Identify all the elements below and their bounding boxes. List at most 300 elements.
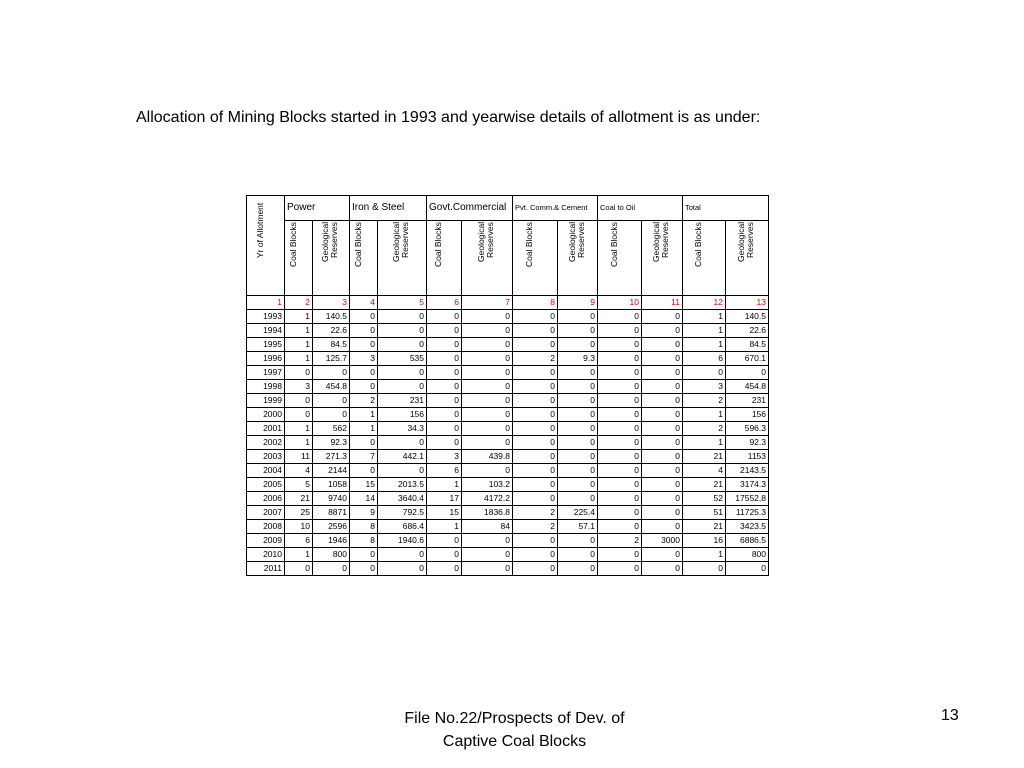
value-cell: 17552,8: [726, 492, 769, 506]
value-cell: 0: [462, 352, 513, 366]
sub-header-label: Geological Reserves: [391, 222, 410, 263]
column-index-cell: 1: [247, 296, 285, 310]
value-cell: 0: [558, 380, 598, 394]
table-row: [247, 366, 769, 380]
allotment-table: [246, 195, 769, 576]
column-index-cell: 2: [285, 296, 313, 310]
value-cell: 0: [350, 548, 378, 562]
value-cell: 3: [350, 352, 378, 366]
column-index-cell: 5: [378, 296, 427, 310]
year-cell: 1993: [247, 310, 285, 324]
value-cell: 231: [726, 394, 769, 408]
value-cell: 3: [285, 380, 313, 394]
value-cell: 0: [558, 324, 598, 338]
value-cell: 0: [462, 366, 513, 380]
value-cell: 0: [598, 380, 642, 394]
value-cell: 1: [683, 310, 726, 324]
value-cell: 21: [683, 478, 726, 492]
value-cell: 0: [558, 366, 598, 380]
value-cell: 1: [285, 324, 313, 338]
value-cell: 0: [350, 436, 378, 450]
column-index-cell: 4: [350, 296, 378, 310]
value-cell: 0: [558, 408, 598, 422]
year-cell: 1994: [247, 324, 285, 338]
value-cell: 6: [285, 534, 313, 548]
value-cell: 1: [285, 422, 313, 436]
value-cell: 4: [683, 464, 726, 478]
value-cell: 2144: [313, 464, 350, 478]
year-cell: 1996: [247, 352, 285, 366]
year-cell: 2000: [247, 408, 285, 422]
value-cell: 0: [462, 408, 513, 422]
value-cell: 8: [350, 520, 378, 534]
value-cell: 0: [642, 492, 683, 506]
value-cell: 0: [598, 506, 642, 520]
value-cell: 0: [427, 408, 462, 422]
year-cell: 2005: [247, 478, 285, 492]
value-cell: 0: [513, 310, 558, 324]
sub-header-label: Coal Blocks: [352, 222, 363, 267]
value-cell: 0: [513, 436, 558, 450]
value-cell: 140.5: [313, 310, 350, 324]
value-cell: 0: [285, 562, 313, 576]
group-header-row: [247, 196, 769, 221]
value-cell: 0: [378, 338, 427, 352]
value-cell: 596.3: [726, 422, 769, 436]
value-cell: 11: [285, 450, 313, 464]
year-cell: 2011: [247, 562, 285, 576]
value-cell: 670.1: [726, 352, 769, 366]
value-cell: 14: [350, 492, 378, 506]
value-cell: 0: [642, 520, 683, 534]
value-cell: 22.6: [726, 324, 769, 338]
value-cell: 231: [378, 394, 427, 408]
value-cell: 0: [462, 324, 513, 338]
value-cell: 0: [427, 562, 462, 576]
value-cell: 0: [558, 534, 598, 548]
value-cell: 11725.3: [726, 506, 769, 520]
table-row: [247, 436, 769, 450]
column-index-row: [247, 296, 769, 310]
value-cell: 4: [285, 464, 313, 478]
value-cell: 5: [285, 478, 313, 492]
year-cell: 2007: [247, 506, 285, 520]
value-cell: 0: [642, 352, 683, 366]
value-cell: 0: [427, 366, 462, 380]
value-cell: 1: [683, 408, 726, 422]
value-cell: 0: [513, 366, 558, 380]
sub-header-label: Coal Blocks: [433, 222, 443, 267]
sub-header: [558, 221, 598, 296]
sub-header: [378, 221, 427, 296]
sub-header: [350, 221, 378, 296]
year-cell: 1999: [247, 394, 285, 408]
year-cell: 2009: [247, 534, 285, 548]
value-cell: 21: [683, 520, 726, 534]
value-cell: 0: [558, 394, 598, 408]
value-cell: 1058: [313, 478, 350, 492]
table-row: [247, 422, 769, 436]
value-cell: 0: [350, 310, 378, 324]
table-row: [247, 506, 769, 520]
value-cell: 0: [350, 380, 378, 394]
column-index-cell: 12: [683, 296, 726, 310]
value-cell: 0: [558, 436, 598, 450]
value-cell: 0: [598, 408, 642, 422]
value-cell: 0: [598, 492, 642, 506]
value-cell: 0: [726, 562, 769, 576]
column-index-cell: 6: [427, 296, 462, 310]
value-cell: 0: [642, 548, 683, 562]
column-index-cell: 13: [726, 296, 769, 310]
value-cell: 0: [558, 450, 598, 464]
value-cell: 0: [513, 534, 558, 548]
value-cell: 0: [378, 562, 427, 576]
value-cell: 442.1: [378, 450, 427, 464]
value-cell: 0: [642, 310, 683, 324]
value-cell: 6886.5: [726, 534, 769, 548]
value-cell: 0: [378, 548, 427, 562]
value-cell: 686.4: [378, 520, 427, 534]
value-cell: 2013.5: [378, 478, 427, 492]
year-cell: 1998: [247, 380, 285, 394]
value-cell: 0: [642, 436, 683, 450]
value-cell: 3174.3: [726, 478, 769, 492]
value-cell: 3000: [642, 534, 683, 548]
value-cell: 4172.2: [462, 492, 513, 506]
value-cell: 562: [313, 422, 350, 436]
sub-header: [642, 221, 683, 296]
value-cell: 2: [513, 520, 558, 534]
page-number: 13: [941, 707, 959, 724]
value-cell: 1: [285, 352, 313, 366]
value-cell: 0: [350, 338, 378, 352]
table-row: [247, 478, 769, 492]
table-row: [247, 324, 769, 338]
value-cell: 0: [642, 408, 683, 422]
value-cell: 7: [350, 450, 378, 464]
value-cell: 0: [427, 352, 462, 366]
value-cell: 0: [350, 464, 378, 478]
value-cell: 439.8: [462, 450, 513, 464]
value-cell: 0: [558, 338, 598, 352]
value-cell: 2: [513, 352, 558, 366]
column-index-cell: 10: [598, 296, 642, 310]
group-header: Coal to Oil: [598, 196, 683, 221]
value-cell: 6: [427, 464, 462, 478]
value-cell: 1: [683, 436, 726, 450]
year-cell: 2004: [247, 464, 285, 478]
value-cell: 25: [285, 506, 313, 520]
value-cell: 0: [462, 562, 513, 576]
value-cell: 3640.4: [378, 492, 427, 506]
value-cell: 1: [350, 408, 378, 422]
table-row: [247, 352, 769, 366]
value-cell: 0: [350, 562, 378, 576]
value-cell: 3423.5: [726, 520, 769, 534]
value-cell: 0: [378, 464, 427, 478]
value-cell: 0: [683, 562, 726, 576]
value-cell: 0: [558, 492, 598, 506]
value-cell: 792.5: [378, 506, 427, 520]
value-cell: 225.4: [558, 506, 598, 520]
value-cell: 0: [427, 394, 462, 408]
value-cell: 22.6: [313, 324, 350, 338]
value-cell: 800: [726, 548, 769, 562]
sub-header: [598, 221, 642, 296]
value-cell: 0: [427, 436, 462, 450]
table-row: [247, 520, 769, 534]
value-cell: 0: [642, 422, 683, 436]
value-cell: 0: [642, 366, 683, 380]
value-cell: 0: [598, 450, 642, 464]
sub-header-label: Coal Blocks: [608, 222, 619, 267]
value-cell: 0: [513, 394, 558, 408]
value-cell: 0: [513, 324, 558, 338]
value-cell: 1: [285, 310, 313, 324]
value-cell: 1153: [726, 450, 769, 464]
value-cell: 1: [285, 548, 313, 562]
sub-header: [683, 221, 726, 296]
value-cell: 0: [378, 380, 427, 394]
value-cell: 0: [513, 408, 558, 422]
value-cell: 21: [285, 492, 313, 506]
value-cell: 1: [285, 338, 313, 352]
value-cell: 0: [513, 562, 558, 576]
value-cell: 0: [313, 562, 350, 576]
value-cell: 2: [513, 506, 558, 520]
year-cell: 2001: [247, 422, 285, 436]
sub-header: [462, 221, 513, 296]
footer-line-1: File No.22/Prospects of Dev. of: [404, 710, 625, 727]
value-cell: 9740: [313, 492, 350, 506]
value-cell: 0: [558, 310, 598, 324]
value-cell: 92.3: [313, 436, 350, 450]
value-cell: 0: [513, 464, 558, 478]
value-cell: 0: [462, 436, 513, 450]
value-cell: 800: [313, 548, 350, 562]
sub-header-label: Coal Blocks: [524, 222, 534, 267]
column-index-cell: 11: [642, 296, 683, 310]
footer-caption: [372, 707, 657, 753]
value-cell: 535: [378, 352, 427, 366]
slide-heading: Allocation of Mining Blocks started in 1993 and yearwise details of allotment is as under:: [136, 109, 761, 126]
value-cell: 0: [642, 464, 683, 478]
year-header-label: Yr of Allotment: [254, 203, 265, 259]
table-row: [247, 338, 769, 352]
value-cell: 0: [427, 380, 462, 394]
value-cell: 9.3: [558, 352, 598, 366]
value-cell: 0: [598, 324, 642, 338]
sub-header-label: Geological Reserves: [476, 222, 495, 263]
value-cell: 0: [683, 366, 726, 380]
value-cell: 2: [683, 422, 726, 436]
sub-header-label: Geological Reserves: [736, 222, 755, 263]
value-cell: 0: [462, 534, 513, 548]
value-cell: 0: [598, 422, 642, 436]
group-header: Pvt. Comm.& Cement: [513, 196, 598, 221]
value-cell: 92.3: [726, 436, 769, 450]
value-cell: 140.5: [726, 310, 769, 324]
column-index-cell: 7: [462, 296, 513, 310]
value-cell: 15: [350, 478, 378, 492]
sub-header-label: Coal Blocks: [693, 222, 703, 267]
value-cell: 0: [558, 562, 598, 576]
value-cell: 156: [726, 408, 769, 422]
sub-header: [313, 221, 350, 296]
value-cell: 1: [683, 324, 726, 338]
value-cell: 0: [462, 380, 513, 394]
value-cell: 1836.8: [462, 506, 513, 520]
table-row: [247, 450, 769, 464]
sub-header: [513, 221, 558, 296]
value-cell: 17: [427, 492, 462, 506]
sub-header-label: Geological Reserves: [320, 222, 339, 263]
value-cell: 3: [427, 450, 462, 464]
value-cell: 10: [285, 520, 313, 534]
value-cell: 0: [513, 548, 558, 562]
value-cell: 125.7: [313, 352, 350, 366]
value-cell: 103.2: [462, 478, 513, 492]
sub-header: [285, 221, 313, 296]
year-cell: 2008: [247, 520, 285, 534]
value-cell: 0: [285, 366, 313, 380]
value-cell: 0: [598, 436, 642, 450]
table-row: [247, 548, 769, 562]
value-cell: 0: [642, 338, 683, 352]
value-cell: 0: [427, 548, 462, 562]
value-cell: 0: [350, 324, 378, 338]
value-cell: 0: [598, 394, 642, 408]
value-cell: 0: [462, 422, 513, 436]
value-cell: 0: [642, 478, 683, 492]
value-cell: 454.8: [313, 380, 350, 394]
value-cell: 16: [683, 534, 726, 548]
value-cell: 0: [427, 324, 462, 338]
value-cell: 0: [598, 338, 642, 352]
value-cell: 0: [313, 408, 350, 422]
value-cell: 0: [598, 548, 642, 562]
column-index-cell: 8: [513, 296, 558, 310]
value-cell: 1: [427, 520, 462, 534]
value-cell: 0: [350, 366, 378, 380]
value-cell: 0: [598, 464, 642, 478]
value-cell: 34.3: [378, 422, 427, 436]
value-cell: 1946: [313, 534, 350, 548]
year-cell: 1997: [247, 366, 285, 380]
year-cell: 2006: [247, 492, 285, 506]
value-cell: 15: [427, 506, 462, 520]
year-cell: 2003: [247, 450, 285, 464]
table-row: [247, 562, 769, 576]
group-header: Total: [683, 196, 769, 221]
value-cell: 0: [558, 478, 598, 492]
value-cell: 0: [462, 548, 513, 562]
value-cell: 1940.6: [378, 534, 427, 548]
value-cell: 0: [642, 450, 683, 464]
value-cell: 0: [598, 520, 642, 534]
value-cell: 8871: [313, 506, 350, 520]
value-cell: 0: [642, 380, 683, 394]
value-cell: 0: [285, 394, 313, 408]
value-cell: 0: [642, 324, 683, 338]
value-cell: 0: [513, 380, 558, 394]
value-cell: 0: [642, 506, 683, 520]
year-cell: 2002: [247, 436, 285, 450]
value-cell: 51: [683, 506, 726, 520]
value-cell: 6: [683, 352, 726, 366]
value-cell: 0: [462, 310, 513, 324]
value-cell: 0: [427, 534, 462, 548]
value-cell: 1: [427, 478, 462, 492]
value-cell: 0: [513, 338, 558, 352]
table-row: [247, 464, 769, 478]
value-cell: 2596: [313, 520, 350, 534]
value-cell: 0: [598, 366, 642, 380]
value-cell: 0: [598, 562, 642, 576]
value-cell: 84.5: [313, 338, 350, 352]
value-cell: 0: [558, 548, 598, 562]
value-cell: 0: [598, 352, 642, 366]
value-cell: 0: [513, 422, 558, 436]
value-cell: 0: [598, 478, 642, 492]
value-cell: 0: [726, 366, 769, 380]
value-cell: 0: [378, 310, 427, 324]
value-cell: 84: [462, 520, 513, 534]
value-cell: 1: [350, 422, 378, 436]
value-cell: 0: [598, 310, 642, 324]
column-index-cell: 9: [558, 296, 598, 310]
year-header: [247, 196, 285, 296]
value-cell: 271.3: [313, 450, 350, 464]
value-cell: 0: [513, 492, 558, 506]
value-cell: 9: [350, 506, 378, 520]
value-cell: 0: [378, 324, 427, 338]
value-cell: 21: [683, 450, 726, 464]
column-index-cell: 3: [313, 296, 350, 310]
value-cell: 156: [378, 408, 427, 422]
value-cell: 2: [598, 534, 642, 548]
value-cell: 0: [427, 422, 462, 436]
value-cell: 3: [683, 380, 726, 394]
value-cell: 0: [313, 394, 350, 408]
sub-header-row: [247, 221, 769, 296]
value-cell: 0: [462, 338, 513, 352]
value-cell: 0: [513, 478, 558, 492]
value-cell: 0: [642, 562, 683, 576]
table-row: [247, 492, 769, 506]
value-cell: 2: [683, 394, 726, 408]
group-header: Govt.Commercial: [427, 196, 513, 221]
value-cell: 1: [285, 436, 313, 450]
value-cell: 454.8: [726, 380, 769, 394]
value-cell: 0: [285, 408, 313, 422]
value-cell: 0: [427, 338, 462, 352]
sub-header-label: Coal Blocks: [287, 222, 298, 267]
year-cell: 1995: [247, 338, 285, 352]
value-cell: 0: [462, 394, 513, 408]
value-cell: 0: [558, 422, 598, 436]
sub-header: [427, 221, 462, 296]
value-cell: 0: [462, 464, 513, 478]
table-row: [247, 408, 769, 422]
value-cell: 0: [378, 366, 427, 380]
table-row: [247, 394, 769, 408]
table-row: [247, 380, 769, 394]
value-cell: 57.1: [558, 520, 598, 534]
value-cell: 0: [558, 464, 598, 478]
value-cell: 52: [683, 492, 726, 506]
